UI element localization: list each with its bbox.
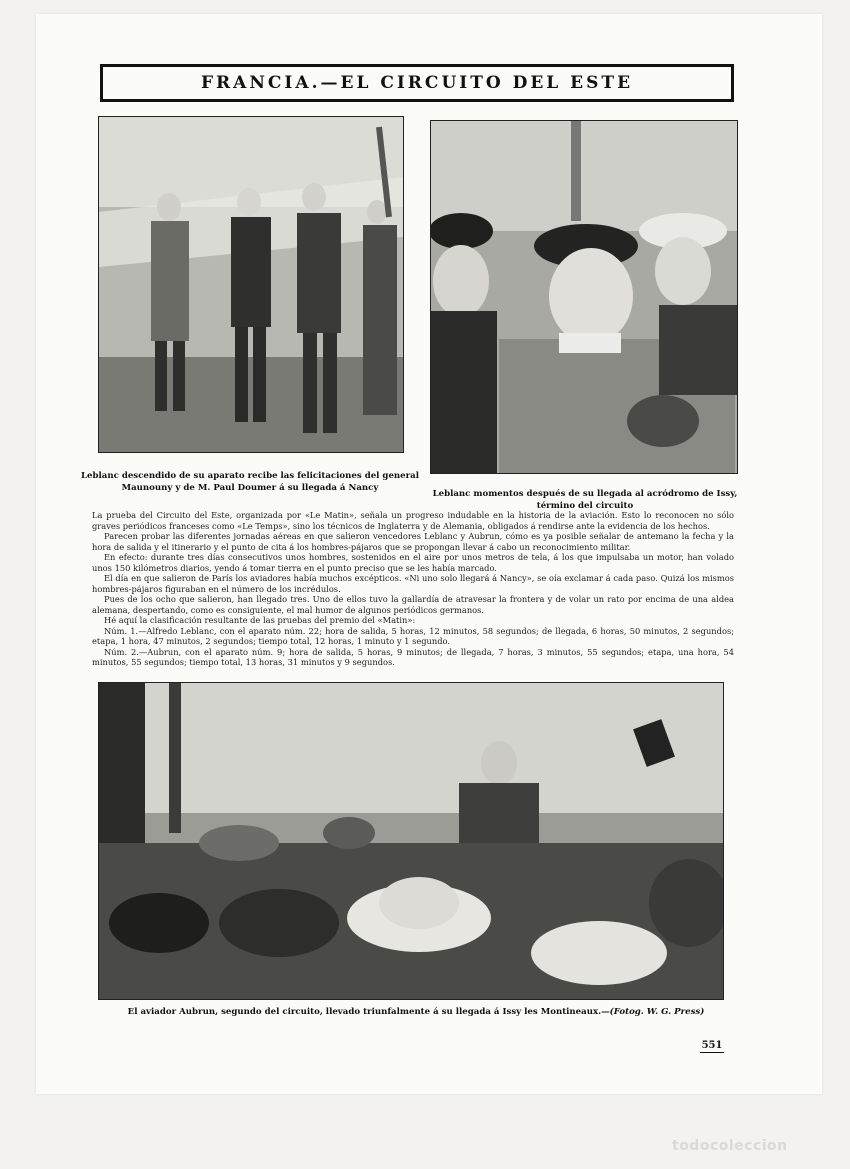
article-title-box <box>100 64 734 102</box>
page-number: 551 <box>701 1040 723 1051</box>
watermark-text: todocoleccion <box>672 1138 788 1154</box>
article-title: FRANCIA.—EL CIRCUITO DEL ESTE <box>200 73 634 93</box>
photo-leblanc-portrait <box>430 120 738 474</box>
caption-photo-3 <box>96 1006 736 1018</box>
article-paragraph: El día en que salieron de París los aviadores había muchos excépticos. «Ni uno solo llegará á Nancy», se oía exclamar á cada paso. Quizá los mismos hombres-pájaros figuraban en el número de los incrédulos. <box>92 573 734 594</box>
article-paragraph: En efecto: durante tres días consecutivos unos hombres, sostenidos en el aire por unos metros de tela, á los que impulsaba un motor, han volado unos 150 kilómetros diarios, yendo á tomar tierra en el punto preciso que se les había marcado. <box>92 552 734 573</box>
article-paragraph: Núm. 2.—Aubrun, con el aparato núm. 9; hora de salida, 5 horas, 9 minutos; de llegada, 7 horas, 3 minutos, 55 segundos; etapa, una hora, 54 minutos, 55 segundos; tiempo total, 13 horas, 31 minutos y 9 segundos. <box>92 646 734 667</box>
photo-credit: —(Fotog. W. G. Press) <box>601 1007 705 1017</box>
photo-aubrun-crowd <box>98 682 724 1000</box>
photo-leblanc-handshake-image <box>99 117 403 452</box>
article-paragraph: Pues de los ocho que salieron, han llegado tres. Uno de ellos tuvo la gallardía de atravesar la frontera y de volar un rato por encima de una aldea alemana, despertando, como es consiguiente, el mal humor de algunos periódicos germanos. <box>92 594 734 615</box>
article-paragraph: La prueba del Circuito del Este, organizada por «Le Matin», señala un progreso indudable en la historia de la aviación. Esto lo reconocen no sólo graves periódicos franceses como «Le Temps», sino los técnicos de Inglaterra y de Alemania, obligados á rendirse ante la evidencia de los hechos. <box>92 510 734 531</box>
photo-aubrun-crowd-image <box>99 683 723 999</box>
article-paragraph: Hé aquí la clasificación resultante de las pruebas del premio del «Matin»: <box>104 615 416 625</box>
caption-photo-1: Leblanc descendido de su aparato recibe las felicitaciones del general Maunouny y de M. Paul Doumer á su llegada á Nancy <box>81 471 419 493</box>
photo-leblanc-portrait-image <box>431 121 737 473</box>
photo-leblanc-handshake <box>98 116 404 453</box>
article-paragraph: Parecen probar las diferentes jornadas aéreas en que salieron vencedores Leblanc y Aubrun, cómo es ya posible señalar de antemano la fecha y la hora de salida y el itinerario y el punto de cita á los hombres-pájaros que se propongan llevar á cabo un reconocimiento militar. <box>92 531 734 552</box>
article-paragraph: Núm. 1.—Alfredo Leblanc, con el aparato núm. 22; hora de salida, 5 horas, 12 minutos, 58 segundos; de llegada, 6 horas, 50 minutos, 2 segundos; etapa, 1 hora, 47 minutos, 2 segundos; tiempo total, 12 horas, 1 minuto y 1 segundo. <box>92 625 734 646</box>
article-body <box>92 510 734 668</box>
caption-photo-2: Leblanc momentos después de su llegada al acródromo de Issy, término del circuito <box>432 489 738 511</box>
caption-photo-3-text: El aviador Aubrun, segundo del circuito, llevado triunfalmente á su llegada á Issy les Montineaux. <box>127 1007 602 1017</box>
